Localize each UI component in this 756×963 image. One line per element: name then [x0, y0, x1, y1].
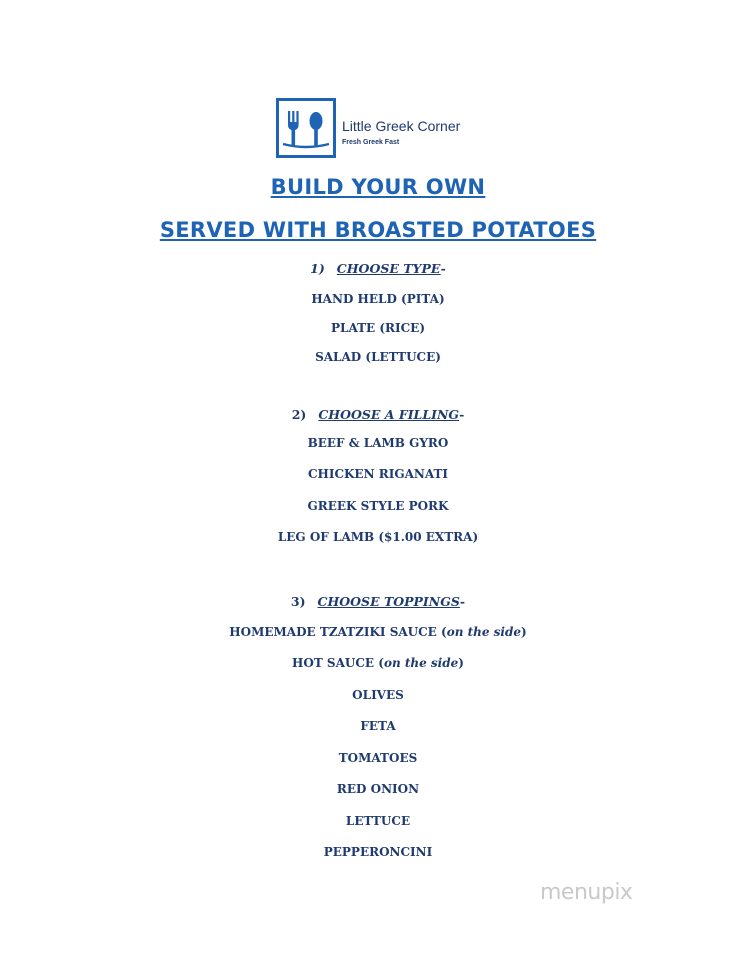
item-text: HOMEMADE TZATZIKI SAUCE ( — [229, 625, 447, 639]
item-text: HOT SAUCE ( — [292, 656, 384, 670]
step-number: 1) — [310, 261, 325, 276]
list-item: PEPPERONCINI — [323, 845, 433, 859]
step-label: CHOOSE TYPE — [336, 261, 441, 276]
step-suffix: - — [459, 594, 466, 609]
list-item: CHICKEN RIGANATI — [307, 467, 449, 481]
step-suffix: - — [440, 261, 446, 276]
step-1-heading — [0, 261, 756, 276]
step-3-heading — [0, 594, 756, 609]
restaurant-logo — [276, 98, 476, 160]
list-item: LEG OF LAMB ($1.00 EXTRA) — [277, 530, 479, 544]
list-item — [0, 656, 756, 670]
step-2-heading — [0, 407, 756, 422]
fork-spoon-icon — [279, 101, 333, 155]
logo-mark — [276, 98, 336, 158]
list-item: BEEF & LAMB GYRO — [307, 436, 449, 450]
step-label: CHOOSE TOPPINGS — [317, 594, 460, 609]
list-item: HAND HELD (PITA) — [311, 292, 445, 306]
item-note: on the side — [446, 625, 522, 639]
item-close: ) — [521, 625, 527, 639]
item-close: ) — [458, 656, 464, 670]
logo-name: Little Greek Corner — [342, 118, 461, 134]
list-item: GREEK STYLE PORK — [307, 499, 449, 513]
list-item: OLIVES — [352, 688, 404, 702]
list-item: FETA — [360, 719, 396, 733]
list-item: LETTUCE — [345, 814, 411, 828]
list-item: SALAD (LETTUCE) — [315, 350, 441, 364]
fork-icon — [288, 111, 299, 146]
step-number: 3) — [290, 594, 306, 609]
list-item: RED ONION — [336, 782, 420, 796]
item-note: on the side — [383, 656, 459, 670]
list-item — [0, 625, 756, 639]
menupix-watermark: menupix — [540, 880, 633, 905]
spoon-icon — [310, 112, 323, 146]
step-number: 2) — [291, 407, 307, 422]
heading-served-with: SERVED WITH BROASTED POTATOES — [159, 218, 597, 242]
list-item: TOMATOES — [338, 751, 418, 765]
logo-tagline: Fresh Greek Fast — [342, 139, 400, 146]
heading-build-your-own: BUILD YOUR OWN — [270, 175, 486, 199]
list-item: PLATE (RICE) — [330, 321, 425, 335]
step-suffix: - — [459, 407, 465, 422]
step-label: CHOOSE A FILLING — [318, 407, 460, 422]
